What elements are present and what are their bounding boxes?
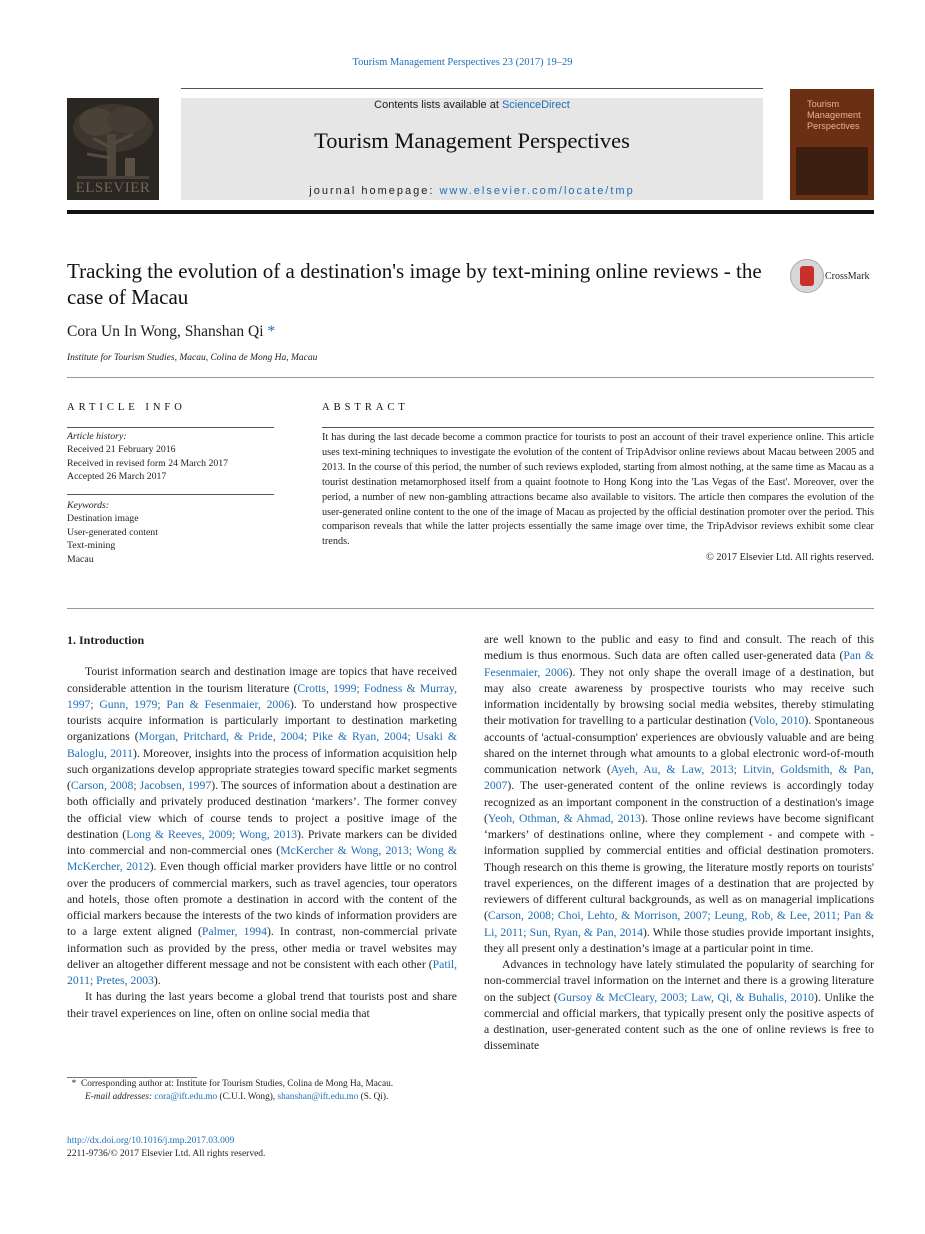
history-label: Article history: bbox=[67, 431, 127, 442]
elsevier-wordmark: ELSEVIER bbox=[75, 180, 151, 196]
citation-link[interactable]: Carson, 2008; Choi, Lehto, & Morrison, 2007; Leung, Rob, & Lee, 2011; Pan & Li, 2011; Sun, Ryan, & Pan, 2014 bbox=[484, 909, 874, 939]
body-paragraph-1: Tourist information search and destination image are topics that have received considerable attention in the tourism literature (Crotts, 1999; Fodness & Murray, 1997; Gunn, 1979; Pan & Fesenmaier, 2006). To understand how prospective tourists acquire information is particularly important to destination marketing organizations (Morgan, Pritchard, & Pride, 2004; Pike & Ryan, 2004; Usaki & Baloglu, 2011). Moreover, insights into the process of information acquisition help such organizations develop appropriate strategies toward specific market segments (Carson, 2008; Jacobsen, 1997). The sources of information about a destination are both officially and privately produced destination ‘markers’. The former convey the official view which of course tends to project a positive image of the destination (Long & Reeves, 2009; Wong, 2013). Private markers can be divided into commercial and non-commercial ones (McKercher & Wong, 2013; Wong & McKercher, 2012). Even though official marker providers have little or no control over the producers of commercial markers, such as travel agencies, tour operators and hotels, those often promote a destination in accord with the content of the official markers because the interests of the two kinds of information providers are to a large extent aligned (Palmer, 1994). In contrast, non-commercial private information such as provided by the press, other media or travel websites may deliver an altogether different message and not be consistent with each other (Patil, 2011; Pretes, 2003). bbox=[67, 665, 458, 987]
email-owner-qi: (S. Qi). bbox=[360, 1092, 389, 1103]
corresponding-author-note: Corresponding author at: Institute for Tourism Studies, Colina de Mong Ha, Macau. bbox=[81, 1079, 394, 1089]
keywords-label: Keywords: bbox=[67, 500, 110, 511]
doi-block bbox=[67, 1135, 265, 1162]
keywords-block bbox=[67, 499, 274, 566]
footnote bbox=[67, 1078, 462, 1105]
keyword-item: Macau bbox=[67, 553, 94, 565]
history-accepted: Accepted 26 March 2017 bbox=[67, 471, 167, 483]
citation-link[interactable]: Morgan, Pritchard, & Pride, 2004; Pike & Ryan, 2004; Usaki & Baloglu, 2011 bbox=[67, 730, 457, 760]
body-paragraph-3: Advances in technology have lately stimulated the popularity of searching for non-commercial travel information on the internet and there is a growing literature on the subject (Gursoy & McCleary, 2003; Law, Qi, & Buhalis, 2010). Unlike the commercial and official markers, that typically present only the positive aspects of a destination, user-generated content such as the one of online reviews is free to disseminate bbox=[484, 958, 874, 1053]
title-divider bbox=[67, 377, 874, 378]
citation-link[interactable]: Carson, 2008; Jacobsen, 1997 bbox=[70, 779, 212, 792]
homepage-prefix: journal homepage: bbox=[309, 185, 440, 197]
body-paragraph-2: It has during the last years become a global trend that tourists post and share their travel experiences on line, often on online social media that bbox=[67, 990, 457, 1020]
citation-link[interactable]: Gursoy & McCleary, 2003; Law, Qi, & Buhalis, 2010 bbox=[557, 990, 814, 1004]
header-divider bbox=[181, 88, 763, 89]
article-history bbox=[67, 430, 274, 484]
citation-link[interactable]: Volo, 2010 bbox=[753, 714, 805, 728]
section-title: 1. Introduction bbox=[67, 633, 145, 647]
journal-title: Tourism Management Perspectives bbox=[314, 128, 630, 153]
citation-link[interactable]: Long & Reeves, 2009; Wong, 2013 bbox=[126, 827, 298, 841]
corresponding-author-mark[interactable]: * bbox=[267, 323, 276, 340]
keywords-rule bbox=[67, 494, 274, 495]
journal-citation[interactable]: Tourism Management Perspectives 23 (2017) 19–29 bbox=[352, 57, 573, 68]
cover-title: Tourism Management Perspectives bbox=[807, 99, 861, 131]
citation-link[interactable]: Palmer, 1994 bbox=[201, 925, 267, 939]
journal-cover-thumbnail[interactable] bbox=[790, 89, 874, 200]
citation-link[interactable]: Pan & Fesenmaier, 2006 bbox=[484, 649, 874, 679]
email-link-qi[interactable]: shanshan@ift.edu.mo bbox=[277, 1092, 359, 1103]
footnote-mark: * bbox=[71, 1079, 77, 1089]
citation-link[interactable]: Crotts, 1999; Fodness & Murray, 1997; Gunn, 1979; Pan & Fesenmaier, 2006 bbox=[67, 681, 457, 711]
contents-availability bbox=[181, 99, 763, 111]
citation-link[interactable]: Yeoh, Othman, & Ahmad, 2013 bbox=[487, 811, 642, 825]
body-paragraph-2-continued: are well known to the public and easy to find and consult. The reach of this medium is thus enormous. Such data are often called user-generated data (Pan & Fesenmaier, 2006). They not only shape the overall image of a destination, but may also create awareness by prospective tourists who may receive such information incidentally by browsing social media websites, thereby stimulating their motivation for travelling to a particular destination (Volo, 2010). Spontaneous accounts of 'actual-consumption' experiences are obviously valuable and are being shared on the internet through what amounts to a global electronic word-of-mouth communication network (Ayeh, Au, & Law, 2013; Litvin, Goldsmith, & Pan, 2007). The user-generated content of the online reviews is accordingly today recognized as an important component in the construction of a destination's image (Yeoh, Othman, & Ahmad, 2013). Those online reviews have become significant ‘markers’ of destinations online, where they complement - and compete with - information supplied by commercial entities and official destination promoters. Though research on this theme is growing, the literature mostly reports on tourists' travel experiences, on the different images of a destination that are projected by reviewers of different cultural backgrounds, as well as on managerial implications (Carson, 2008; Choi, Lehto, & Morrison, 2007; Leung, Rob, & Lee, 2011; Pan & Li, 2011; Sun, Ryan, & Pan, 2014). While those studies provide important insights, they all present only a destination’s image at a particular point in time. bbox=[484, 633, 875, 955]
abstract-rule bbox=[322, 427, 874, 428]
article-info-heading: ARTICLE INFO bbox=[67, 402, 186, 413]
elsevier-logo[interactable] bbox=[67, 98, 159, 200]
article-info-rule bbox=[67, 427, 274, 428]
homepage-link[interactable]: www.elsevier.com/locate/tmp bbox=[439, 185, 635, 197]
citation-link[interactable]: Ayeh, Au, & Law, 2013; Litvin, Goldsmith, & Pan, 2007 bbox=[484, 763, 874, 793]
body-column-left bbox=[67, 632, 457, 1022]
keyword-item: Destination image bbox=[67, 513, 139, 525]
issn-copyright: 2211-9736/© 2017 Elsevier Ltd. All rights reserved. bbox=[67, 1149, 266, 1160]
email-owner-wong: (C.U.I. Wong), bbox=[219, 1092, 276, 1103]
cover-image bbox=[796, 147, 868, 195]
crossmark-badge[interactable] bbox=[790, 259, 876, 293]
email-link-wong[interactable]: cora@ift.edu.mo bbox=[154, 1092, 218, 1103]
abstract-copyright: © 2017 Elsevier Ltd. All rights reserved. bbox=[706, 552, 874, 564]
email-label: E-mail addresses: bbox=[85, 1092, 153, 1103]
abstract-body bbox=[322, 431, 874, 566]
history-received: Received 21 February 2016 bbox=[67, 444, 176, 456]
body-column-right bbox=[484, 632, 874, 1055]
crossmark-icon bbox=[790, 259, 824, 293]
history-revised: Received in revised form 24 March 2017 bbox=[67, 457, 229, 469]
article-title: Tracking the evolution of a destination's image by text-mining online reviews - the case of Macau bbox=[67, 259, 762, 309]
doi-link[interactable]: http://dx.doi.org/10.1016/j.tmp.2017.03.009 bbox=[67, 1136, 235, 1146]
keyword-item: User-generated content bbox=[67, 526, 158, 538]
affiliation: Institute for Tourism Studies, Macau, Colina de Mong Ha, Macau bbox=[67, 353, 318, 363]
sciencedirect-link[interactable]: ScienceDirect bbox=[501, 99, 570, 111]
abstract-divider bbox=[67, 608, 874, 609]
keyword-item: Text-mining bbox=[67, 540, 116, 552]
crossmark-label: CrossMark bbox=[825, 271, 870, 282]
header-thick-rule bbox=[67, 210, 874, 214]
citation-link[interactable]: Patil, 2011; Pretes, 2003 bbox=[67, 957, 457, 987]
author-list bbox=[67, 323, 275, 341]
authors-text: Cora Un In Wong, Shanshan Qi bbox=[67, 323, 264, 340]
citation-link[interactable]: McKercher & Wong, 2013; Wong & McKercher, 2012 bbox=[67, 844, 458, 874]
abstract-text: It has during the last decade become a common practice for tourists to post an account of their travel experience online. This article uses text-mining techniques to investigate the evolution of the content of TripAdvisor online reviews about Macau between 2005 and 2013. In the course of this period, the number of such reviews exploded, starting from almost nothing, at the same time as Macau as a tourist destination metamorphosed itself from a quaint footnote to Hong Kong into the 'Las Vegas of the East'. Moreover, over the period, a number of new non-gambling attractions became also available to visitors. The article then compares the evolution of the user-generated online content to the one of the image of Macau as projected by the official destination promoter over the period. This comparison reveals that while the latter projects essentially the same image over time, the TripAdvisor reviews exhibit some clear trends. bbox=[322, 432, 874, 548]
contents-prefix: Contents lists available at bbox=[374, 99, 502, 111]
abstract-heading: ABSTRACT bbox=[322, 402, 409, 413]
journal-homepage bbox=[181, 185, 763, 197]
